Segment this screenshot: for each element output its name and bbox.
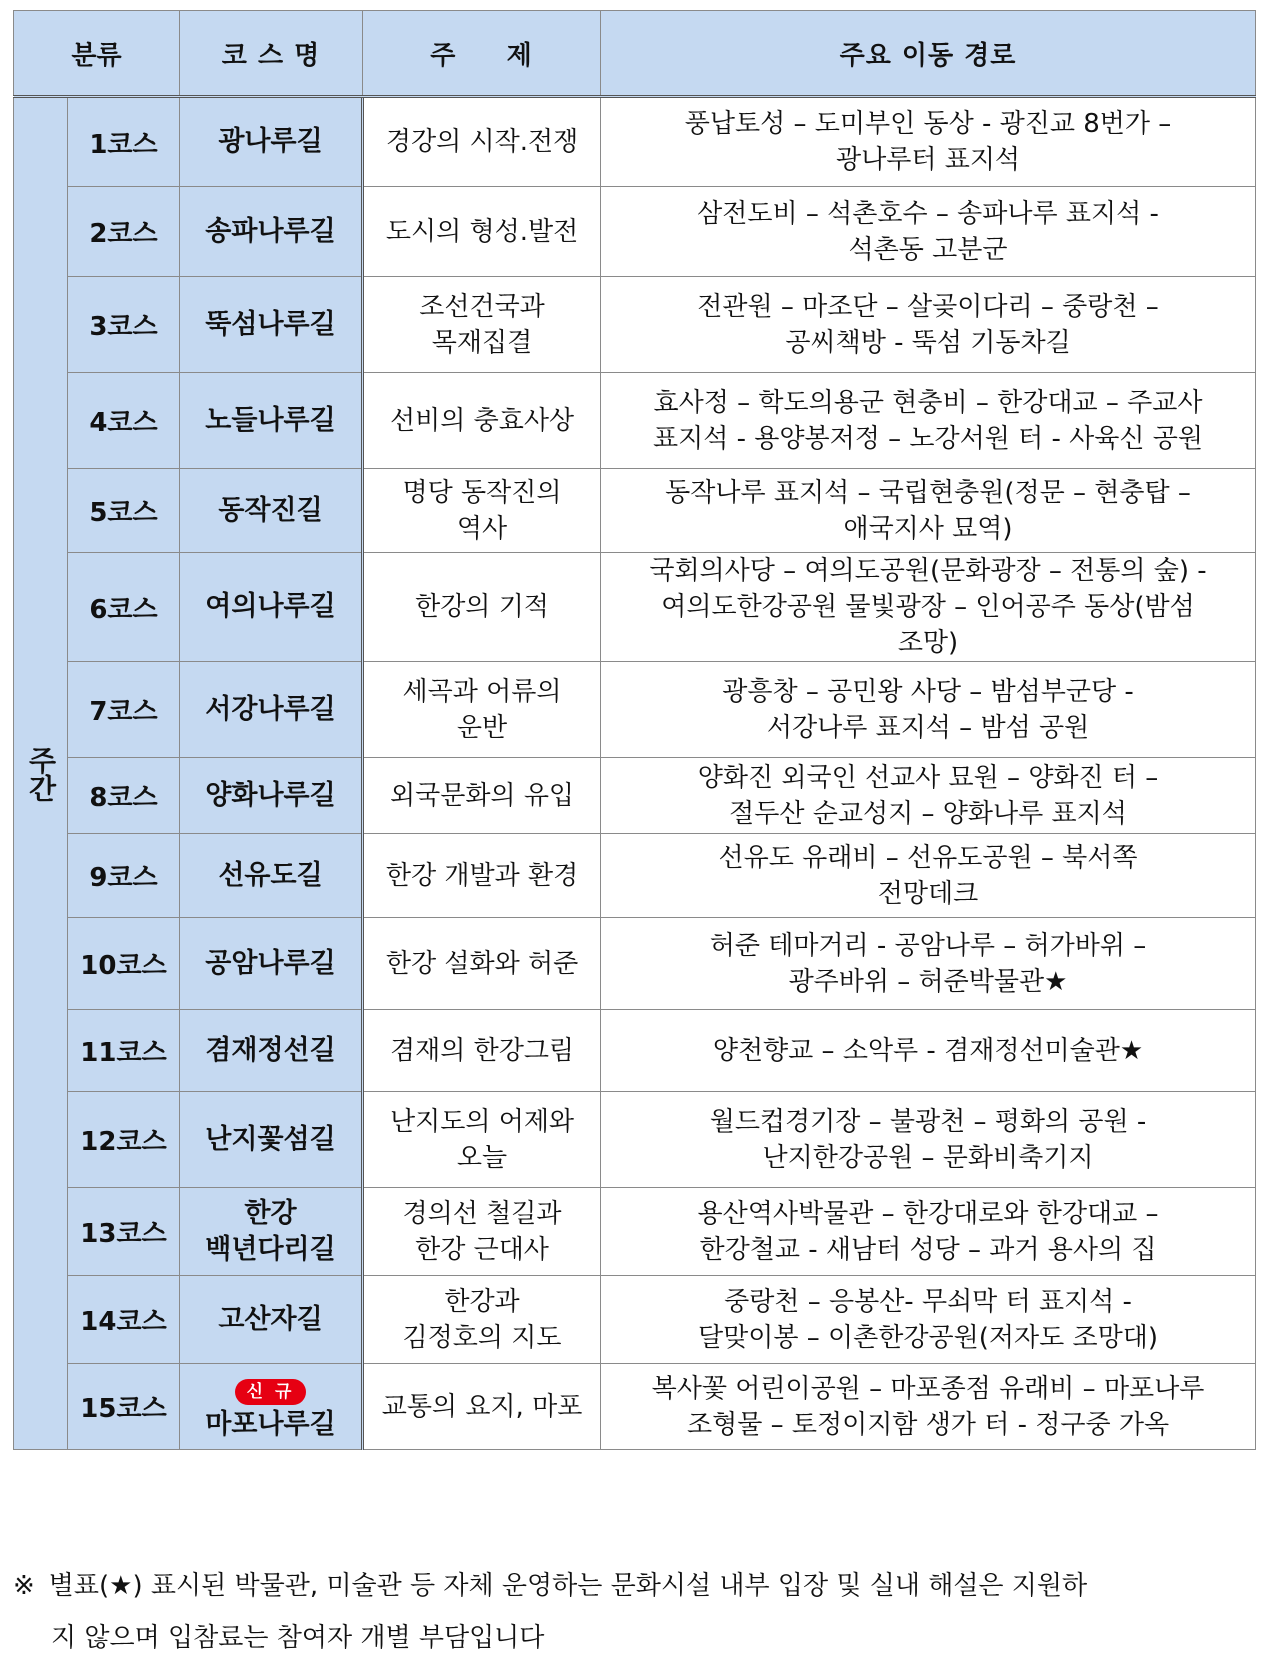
category-cell: 주간 [14,97,68,1450]
note-mark: ※ [13,1571,35,1601]
course-number: 5코스 [68,469,180,553]
course-route [601,662,1256,758]
course-theme [363,187,601,277]
course-name-line: 송파나루길 [205,215,336,247]
course-number: 6코스 [68,553,180,662]
course-theme-line: 외국문화의 유입 [389,780,575,811]
course-route-line: 전망데크 [877,878,979,909]
header-course-name: 코 스 명 [180,11,363,97]
course-table [13,10,1256,1450]
course-name [180,277,363,373]
course-route [601,1188,1256,1276]
course-name-line: 백년다리길 [205,1233,336,1265]
course-theme-line: 운반 [456,712,508,743]
table-row [14,1188,1256,1276]
course-number: 3코스 [68,277,180,373]
course-route-line: 애국지사 묘역) [843,513,1013,544]
table-row [14,1276,1256,1364]
course-number: 8코스 [68,758,180,834]
course-name [180,187,363,277]
header-row [14,11,1256,97]
course-route-line: 풍납토성 – 도미부인 동상 - 광진교 8번가 – [684,109,1172,139]
table-header [14,11,1256,97]
course-theme [363,918,601,1010]
table-row [14,1364,1256,1450]
course-route-line: 효사정 – 학도의용군 현충비 – 한강대교 – 주교사 [653,387,1203,418]
course-route [601,277,1256,373]
course-theme-line: 경강의 시작.전쟁 [385,127,579,157]
course-name [180,918,363,1010]
course-theme-line: 한강 근대사 [415,1234,549,1265]
course-number: 1코스 [68,97,180,187]
course-number: 4코스 [68,373,180,469]
course-route-line: 삼전도비 – 석촌호수 – 송파나루 표지석 - [697,198,1159,229]
course-route-line: 전관원 – 마조단 – 살곶이다리 – 중랑천 – [697,291,1159,322]
course-name-line: 동작진길 [218,494,323,526]
course-route-line: 국회의사당 – 여의도공원(문화광장 – 전통의 숲) - [649,556,1207,586]
header-route: 주요 이동 경로 [601,11,1256,97]
course-theme-line: 경의선 철길과 [402,1198,562,1229]
course-theme-line: 역사 [456,513,508,544]
course-theme [363,1010,601,1092]
course-route-line: 서강나루 표지석 – 밤섬 공원 [766,712,1090,743]
course-route-line: 표지석 - 용양봉저정 – 노강서원 터 - 사육신 공원 [653,423,1203,454]
course-route-line: 공씨책방 - 뚝섬 기동차길 [785,327,1071,358]
course-theme [363,553,601,662]
new-badge: 신 규 [235,1379,307,1405]
course-theme [363,1092,601,1188]
course-theme [363,1364,601,1450]
table-row [14,373,1256,469]
course-route-line: 절두산 순교성지 – 양화나루 표지석 [729,798,1127,829]
course-theme-line: 도시의 형성.발전 [385,216,579,247]
course-name [180,97,363,187]
table-row [14,97,1256,187]
footnote-line-1 [13,1560,1273,1612]
course-theme [363,1188,601,1276]
table-row [14,662,1256,758]
course-theme-line: 한강 설화와 허준 [385,948,579,979]
course-theme-line: 겸재의 한강그림 [389,1035,575,1066]
course-theme-line: 선비의 충효사상 [389,405,575,436]
course-name [180,1010,363,1092]
course-route [601,553,1256,662]
course-theme [363,469,601,553]
course-name-line: 노들나루길 [205,404,336,436]
course-theme [363,1276,601,1364]
header-theme: 주 제 [363,11,601,97]
course-name [180,1092,363,1188]
course-number: 12코스 [68,1092,180,1188]
course-number: 15코스 [68,1364,180,1450]
course-route [601,758,1256,834]
course-route-line: 중랑천 – 응봉산- 무쇠막 터 표지석 - [724,1286,1132,1317]
course-name-line: 여의나루길 [205,591,336,622]
course-theme-line: 난지도의 어제와 [389,1106,575,1137]
course-theme [363,834,601,918]
course-theme-line: 명당 동작진의 [402,477,562,508]
course-route-line: 조형물 – 토정이지함 생가 터 - 정구중 가옥 [686,1409,1170,1440]
course-route-line: 난지한강공원 – 문화비축기지 [762,1142,1094,1173]
course-route [601,918,1256,1010]
course-table-container [13,10,1255,1450]
course-number: 2코스 [68,187,180,277]
table-row [14,553,1256,662]
course-name [180,553,363,662]
course-theme-line: 교통의 요지, 마포 [381,1391,583,1422]
course-route [601,373,1256,469]
course-route-line: 양화진 외국인 선교사 묘원 – 양화진 터 – [697,762,1159,793]
course-route [601,1092,1256,1188]
table-row [14,758,1256,834]
course-theme [363,758,601,834]
course-name [180,1276,363,1364]
course-name-line: 고산자길 [218,1303,323,1335]
course-route [601,1010,1256,1092]
course-theme-line: 오늘 [456,1142,508,1173]
course-number: 9코스 [68,834,180,918]
course-route-line: 석촌동 고분군 [848,234,1008,265]
course-route-line: 조망) [897,628,959,658]
table-row [14,1092,1256,1188]
course-theme-line: 김정호의 지도 [402,1322,562,1353]
course-name [180,469,363,553]
course-name-line: 공암나루길 [205,947,336,979]
footnote [13,1560,1273,1664]
course-name-line: 양화나루길 [205,779,336,811]
course-route [601,834,1256,918]
table-row [14,918,1256,1010]
footnote-line-2: 지 않으며 입참료는 참여자 개별 부담입니다 [51,1623,545,1653]
course-route [601,1364,1256,1450]
course-theme-line: 세곡과 어류의 [402,676,562,707]
footnote-text-1: 별표(★) 표시된 박물관, 미술관 등 자체 운영하는 문화시설 내부 입장 및 실내 해설은 지원하 [48,1571,1088,1601]
course-number: 14코스 [68,1276,180,1364]
course-name-line: 난지꽃섬길 [205,1123,336,1155]
course-route [601,97,1256,187]
course-theme [363,277,601,373]
course-theme [363,662,601,758]
course-name [180,758,363,834]
table-row [14,1010,1256,1092]
course-name [180,662,363,758]
course-name-line: 광나루길 [218,126,323,157]
course-number: 11코스 [68,1010,180,1092]
course-number: 7코스 [68,662,180,758]
header-class: 분류 [14,11,180,97]
course-route-line: 양천향교 – 소악루 - 겸재정선미술관★ [712,1035,1144,1066]
course-route-line: 광나루터 표지석 [835,145,1021,175]
course-name [180,373,363,469]
course-theme [363,97,601,187]
course-route-line: 복사꽃 어린이공원 – 마포종점 유래비 – 마포나루 [651,1373,1205,1404]
course-route [601,1276,1256,1364]
course-number: 13코스 [68,1188,180,1276]
course-route-line: 광흥창 – 공민왕 사당 – 밤섬부군당 - [722,676,1134,707]
course-theme-line: 목재집결 [431,327,533,358]
course-theme-line: 한강 개발과 환경 [385,860,579,891]
course-route-line: 달맞이봉 – 이촌한강공원(저자도 조망대) [698,1322,1158,1353]
course-route [601,469,1256,553]
course-route-line: 동작나루 표지석 – 국립현충원(정문 – 현충탑 – [665,477,1191,508]
course-route-line: 선유도 유래비 – 선유도공원 – 북서쪽 [718,842,1138,873]
course-route-line: 여의도한강공원 물빛광장 – 인어공주 동상(밤섬 [661,592,1195,622]
course-route-line: 허준 테마거리 - 공암나루 – 허가바위 – [709,930,1147,961]
course-name-line: 겸재정선길 [205,1034,336,1066]
course-theme-line: 한강의 기적 [415,592,549,622]
course-route-line: 용산역사박물관 – 한강대로와 한강대교 – [697,1198,1159,1229]
course-route [601,187,1256,277]
course-name [180,834,363,918]
table-body [14,97,1256,1450]
course-name-line: 서강나루길 [205,693,336,725]
course-route-line: 한강철교 - 새남터 성당 – 과거 용사의 집 [699,1234,1157,1265]
course-name-line: 선유도길 [218,859,323,891]
course-name [180,1364,363,1450]
course-route-line: 광주바위 – 허준박물관★ [788,966,1068,997]
table-row [14,187,1256,277]
course-name-line: 한강 [244,1197,297,1229]
course-theme [363,373,601,469]
course-name-line: 뚝섬나루길 [205,308,336,340]
table-row [14,277,1256,373]
table-row [14,469,1256,553]
course-route-line: 월드컵경기장 – 불광천 – 평화의 공원 - [709,1106,1147,1137]
course-name-line: 마포나루길 [205,1408,336,1440]
course-theme-line: 한강과 [444,1286,520,1317]
course-theme-line: 조선건국과 [419,291,545,322]
table-row [14,834,1256,918]
course-name [180,1188,363,1276]
course-number: 10코스 [68,918,180,1010]
